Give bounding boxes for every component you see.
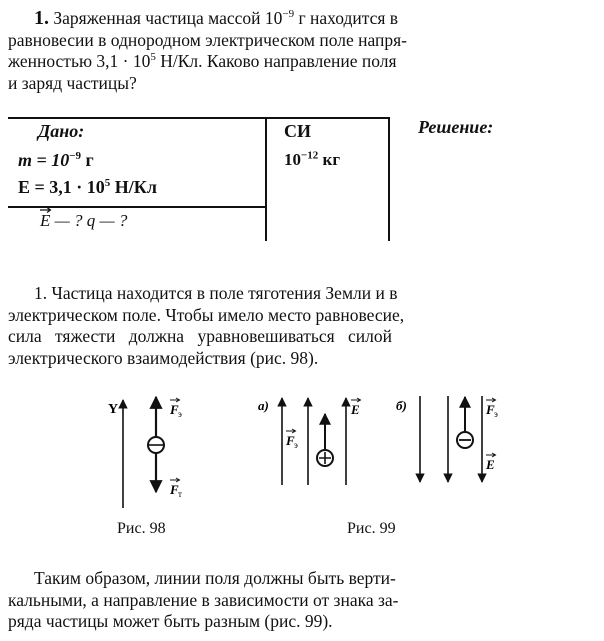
fig99-label-a: а) [258, 398, 269, 413]
svg-text:E: E [351, 402, 360, 417]
problem-text-1: Заряженная частица массой 10 [53, 8, 283, 28]
given-mass-lhs: m = 10 [18, 150, 70, 170]
svg-text:э: э [178, 409, 182, 419]
given-field-lhs: E = 3,1 · 10 [18, 177, 105, 197]
fig99-label-b: б) [396, 398, 407, 413]
fig98-force-e-label [169, 398, 182, 419]
si-mass-unit: кг [318, 150, 341, 169]
si-mass [284, 150, 340, 170]
svg-text:э: э [294, 440, 298, 450]
problem-text-1b: г находится в [294, 8, 399, 28]
si-mass-base: 10 [284, 150, 301, 169]
svg-text:F: F [170, 482, 179, 497]
fig98-force-t-label [169, 478, 182, 499]
given-header: Дано: [38, 121, 85, 141]
given-mass-exp: −9 [69, 150, 82, 162]
problem-line-1 [8, 8, 594, 30]
fig98-caption: Рис. 98 [117, 520, 166, 537]
fig98-axis-label: Y [108, 402, 119, 417]
conclusion-line-3: ряда частицы может быть разным (рис. 99). [8, 611, 333, 631]
svg-text:F: F [486, 402, 495, 417]
explanation-line-2: электрическом поле. Чтобы имело место равновесие, [8, 304, 405, 325]
si-mass-exp: −12 [301, 149, 319, 162]
fig99a-field-label [350, 398, 361, 417]
svg-text:т: т [178, 489, 182, 499]
explanation-line-1: 1. Частица находится в поле тяготения Земли и в [34, 283, 398, 303]
solution-header: Решение: [418, 117, 494, 137]
problem-line-4: и заряд частицы? [8, 72, 137, 93]
problem-line-3 [8, 51, 594, 73]
given-find [40, 211, 127, 231]
problem-number: 1. [34, 7, 49, 29]
problem-statement [8, 8, 594, 94]
svg-text:э: э [494, 409, 498, 419]
explanation-line-4: электрического взаимодействия (рис. 98). [8, 347, 319, 368]
given-find-text: E — ? q — ? [40, 211, 128, 230]
table-top-rule [8, 117, 388, 119]
table-divider-2 [388, 117, 390, 241]
problem-exp-1: −9 [282, 8, 295, 21]
fig99a-force-label [285, 429, 298, 450]
svg-text:F: F [286, 433, 295, 448]
conclusion-line-2: кальными, а направление в зависимости от знака за- [8, 589, 399, 610]
svg-text:E: E [486, 457, 495, 472]
figure-98 [100, 390, 210, 515]
given-field-exp: 5 [104, 177, 111, 189]
problem-text-3b: Н/Кл. Каково направление поля [155, 51, 397, 71]
conclusion-line-1: Таким образом, линии поля должны быть верти- [34, 568, 396, 588]
given-field [18, 177, 157, 198]
given-mass-unit: г [81, 150, 94, 170]
find-arrow-wrap [40, 211, 127, 230]
given-mass [18, 150, 94, 171]
fig99b-field-label [485, 453, 496, 472]
fig99b-force-label [485, 398, 498, 419]
si-header: СИ [284, 121, 311, 141]
explanation-line-3: сила тяжести должна уравновешиваться силой [8, 326, 393, 346]
explanation-paragraph [8, 283, 594, 369]
given-field-unit: Н/Кл [110, 177, 157, 197]
problem-exp-3: 5 [150, 51, 156, 64]
problem-text-3a: женностью 3,1 · 10 [8, 51, 151, 71]
fig99-caption: Рис. 99 [347, 520, 396, 537]
svg-text:F: F [170, 402, 179, 417]
figure-99b [390, 390, 520, 500]
vector-arrow-icon [40, 207, 52, 213]
figure-99a [250, 390, 380, 500]
conclusion-paragraph [8, 568, 594, 633]
table-divider-1 [265, 117, 267, 241]
problem-line-2: равновесии в однородном электрическом поле напря- [8, 29, 408, 50]
